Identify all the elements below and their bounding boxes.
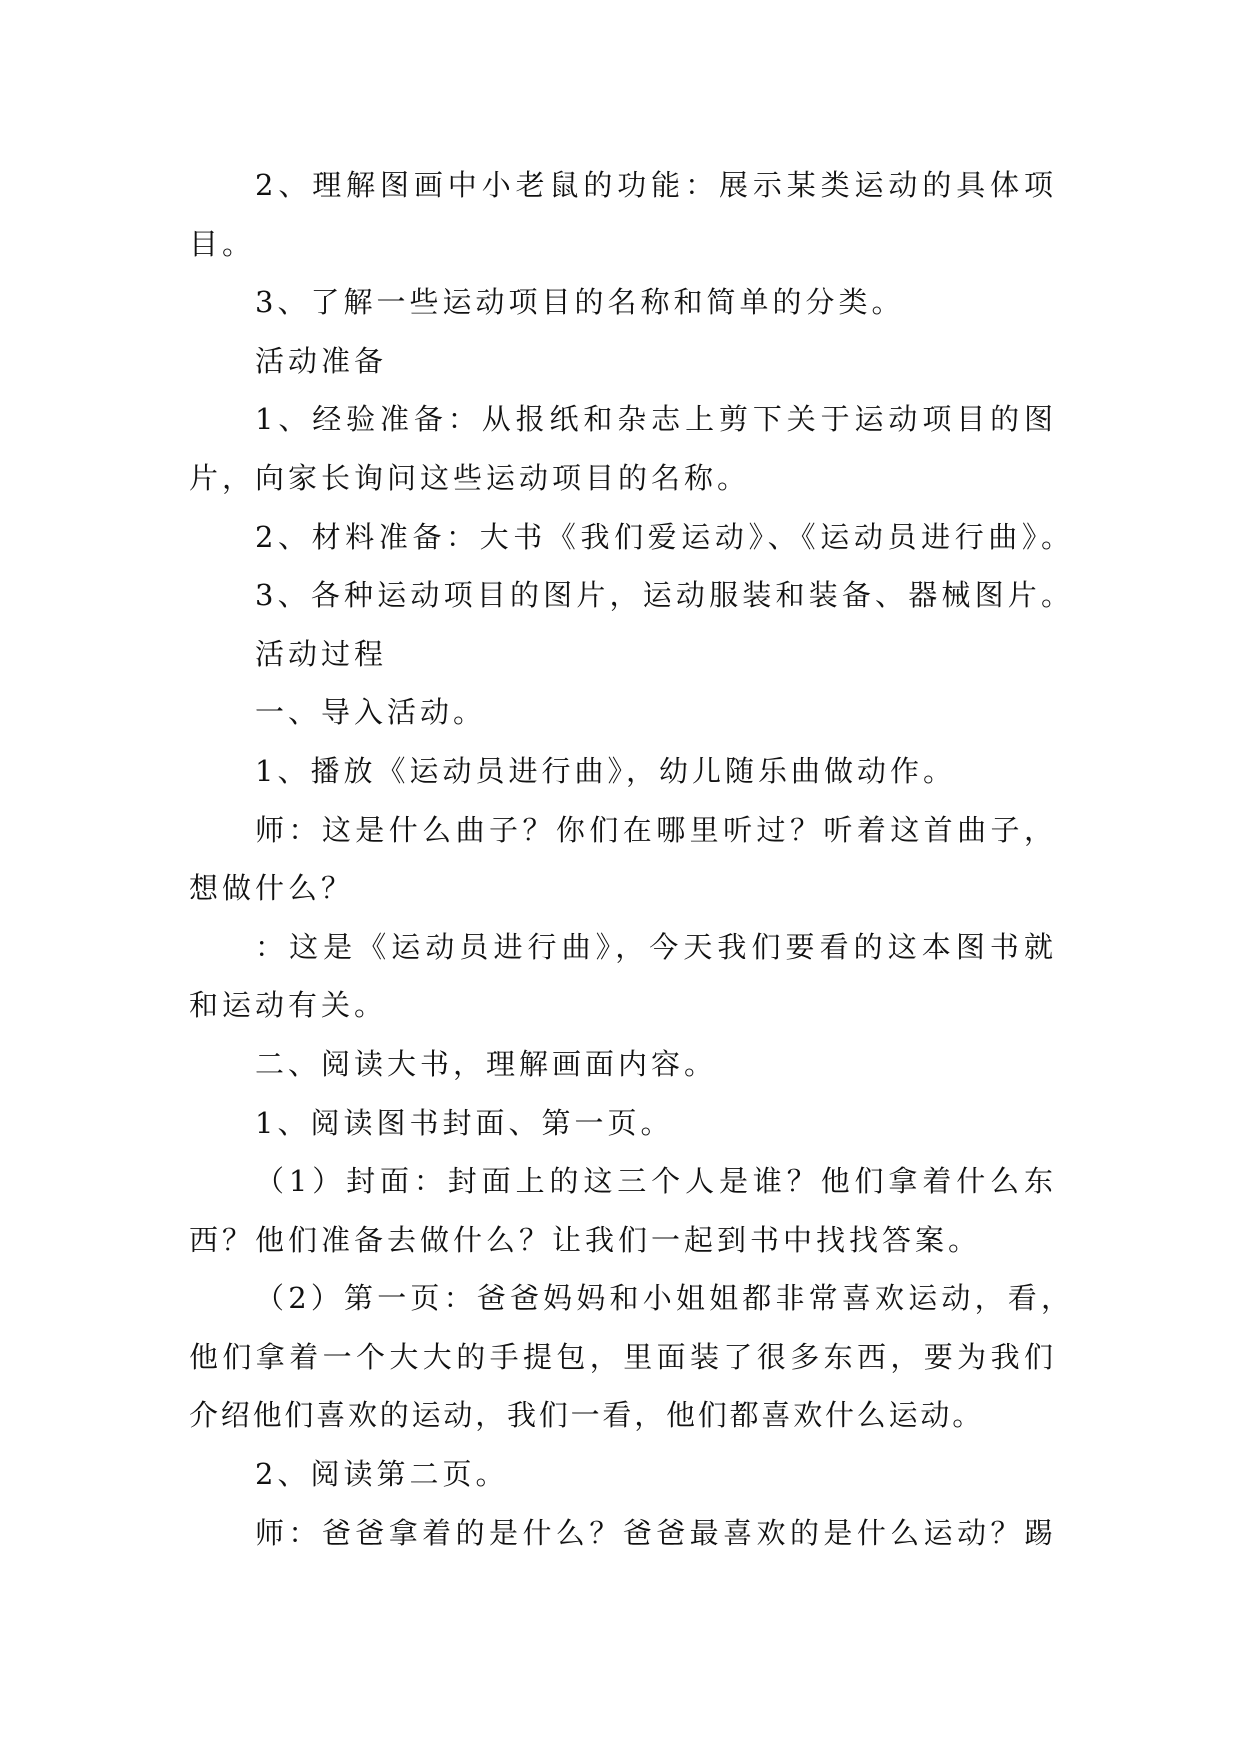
text-line: 1、阅读图书封面、第一页。 xyxy=(255,1105,674,1140)
text-line: 和运动有关。 xyxy=(189,988,388,1023)
reading-step-2 xyxy=(189,1445,1053,1504)
preparation-item-2 xyxy=(189,508,1070,567)
text-line: （1）封面：封面上的这三个人是谁？他们拿着什么东 xyxy=(255,1164,1053,1199)
text-line: 2、材料准备：大书《我们爱运动》、《运动员进行曲》。 xyxy=(255,519,1070,554)
preparation-item-1 xyxy=(189,390,1053,507)
section-heading-preparation xyxy=(189,332,1053,391)
text-line: 活动过程 xyxy=(255,636,388,671)
text-line: 3、了解一些运动项目的名称和简单的分类。 xyxy=(255,285,905,320)
text-line: 2、理解图画中小老鼠的功能：展示某类运动的具体项 xyxy=(255,168,1053,202)
text-line: 片，向家长询问这些运动项目的名称。 xyxy=(189,460,751,495)
text-line: 师：这是什么曲子？你们在哪里听过？听着这首曲子， xyxy=(255,812,1053,847)
text-line: 想做什么？ xyxy=(189,871,355,906)
text-line: （2）第一页：爸爸妈妈和小姐姐都非常喜欢运动，看， xyxy=(255,1281,1070,1316)
preparation-item-3 xyxy=(189,566,1070,625)
text-line: ：这是《运动员进行曲》，今天我们要看的这本图书就 xyxy=(255,929,1053,964)
text-line: 介绍他们喜欢的运动，我们一看，他们都喜欢什么运动。 xyxy=(189,1398,985,1433)
process-step-1-1 xyxy=(189,742,1053,801)
goal-item-2 xyxy=(189,156,1053,273)
text-line: 3、各种运动项目的图片，运动服装和装备、器械图片。 xyxy=(255,578,1070,613)
text-line: 二、阅读大书，理解画面内容。 xyxy=(255,1046,718,1081)
process-step-1-heading xyxy=(189,683,1053,742)
teacher-question xyxy=(189,801,1053,918)
text-line: 师：爸爸拿着的是什么？爸爸最喜欢的是什么运动？踢 xyxy=(255,1515,1053,1550)
goal-item-3 xyxy=(189,273,1053,332)
text-line: 目。 xyxy=(189,226,256,261)
teacher-question-page-2 xyxy=(189,1504,1053,1563)
section-heading-process xyxy=(189,625,1053,684)
text-line: 西？他们准备去做什么？让我们一起到书中找找答案。 xyxy=(189,1222,982,1257)
text-line: 一、导入活动。 xyxy=(255,695,487,730)
text-line: 1、播放《运动员进行曲》，幼儿随乐曲做动作。 xyxy=(255,753,956,788)
text-line: 1、经验准备：从报纸和杂志上剪下关于运动项目的图 xyxy=(255,402,1053,437)
text-line: 2、阅读第二页。 xyxy=(255,1457,509,1492)
reading-page-1 xyxy=(189,1269,1070,1445)
teacher-summary xyxy=(189,918,1053,1035)
reading-cover xyxy=(189,1152,1053,1269)
text-line: 活动准备 xyxy=(255,343,388,378)
text-line: 他们拿着一个大大的手提包，里面装了很多东西，要为我们 xyxy=(189,1339,1053,1374)
process-step-2-heading xyxy=(189,1035,1053,1094)
reading-step-1 xyxy=(189,1094,1053,1153)
